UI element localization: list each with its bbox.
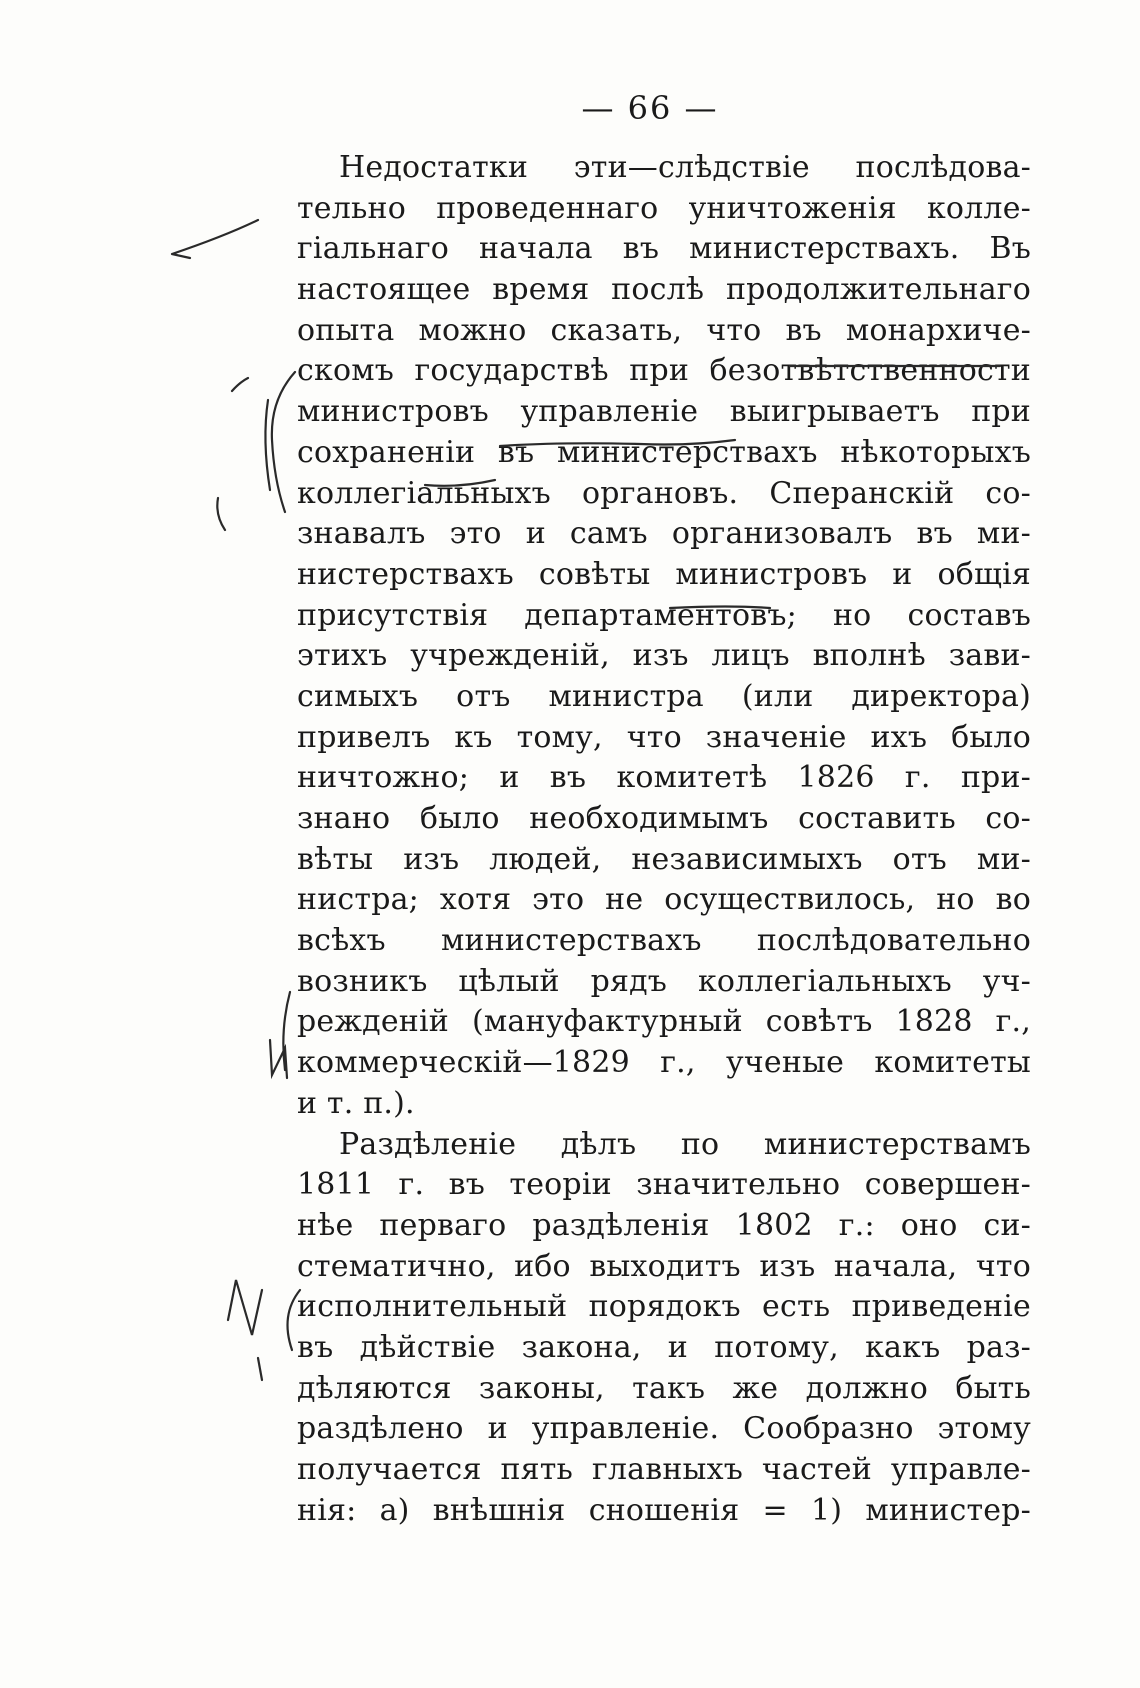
text-line: возникъ цѣлый рядъ коллегіальныхъ уч- xyxy=(297,963,1031,999)
text-line: знавалъ это и самъ организовалъ въ ми- xyxy=(297,516,1031,552)
text-line: этихъ учрежденій, изъ лицъ вполнѣ зави- xyxy=(297,638,1031,674)
margin-tick-mark xyxy=(258,1358,262,1380)
margin-n-mark xyxy=(228,1280,262,1335)
text-line: опыта можно сказать, что въ монархиче- xyxy=(297,312,1031,348)
text-line: коммерческій—1829 г., ученые комитеты xyxy=(297,1045,1031,1081)
text-line: знано было необходимымъ составить со- xyxy=(297,801,1031,836)
text-line: гіальнаго начала въ министерствахъ. Въ xyxy=(297,231,1031,267)
paragraph-2 xyxy=(297,1125,1031,1532)
text-line: Недостатки эти—слѣдствіе послѣдова- xyxy=(339,150,1031,185)
text-column xyxy=(297,148,1031,1531)
text-line: и т. п.). xyxy=(297,1085,415,1121)
text-line: тельно проведеннаго уничтоженія колле- xyxy=(297,190,1031,226)
text-line: скомъ государствѣ при безотвѣтственности xyxy=(297,353,1031,389)
text-line: раздѣлено и управленіе. Сообразно этому xyxy=(297,1411,1031,1447)
text-line: нѣе перваго раздѣленія 1802 г.: оно си- xyxy=(297,1207,1031,1243)
margin-n-mark xyxy=(270,1040,287,1078)
page-number: — 66 — xyxy=(581,89,719,127)
text-line: сохраненіи въ министерствахъ нѣкоторыхъ xyxy=(297,434,1031,470)
text-line: вѣты изъ людей, независимыхъ отъ ми- xyxy=(297,841,1031,877)
text-line: получается пять главныхъ частей управле- xyxy=(297,1452,1031,1487)
margin-bracket-mark xyxy=(265,400,270,490)
text-line: симыхъ отъ министра (или директора) xyxy=(297,678,1031,714)
text-line: коллегіальныхъ органовъ. Сперанскій со- xyxy=(297,475,1031,511)
text-line: настоящее время послѣ продолжительнаго xyxy=(297,272,1031,308)
text-line: Раздѣленіе дѣлъ по министерствамъ xyxy=(339,1126,1031,1162)
text-line: министровъ управленіе выигрываетъ при xyxy=(297,394,1031,430)
margin-stroke-mark xyxy=(172,220,258,258)
text-line: режденій (мануфактурный совѣтъ 1828 г., xyxy=(297,1004,1031,1040)
text-line: привелъ къ тому, что значеніе ихъ было xyxy=(297,719,1031,755)
text-line: нистерствахъ совѣты министровъ и общія xyxy=(297,556,1031,592)
margin-curve-mark xyxy=(217,498,225,530)
margin-bracket-mark xyxy=(283,992,290,1070)
text-line: нистра; хотя это не осуществилось, но во xyxy=(297,882,1031,918)
text-line: исполнительный порядокъ есть приведеніе xyxy=(297,1289,1031,1325)
text-line: въ дѣйствіе закона, и потому, какъ раз- xyxy=(297,1329,1031,1365)
text-line: всѣхъ министерствахъ послѣдовательно xyxy=(297,923,1031,959)
text-line: 1811 г. въ теоріи значительно совершен- xyxy=(297,1167,1031,1203)
paragraph-1 xyxy=(297,148,1031,1125)
margin-bracket-mark xyxy=(272,372,295,512)
text-line: дѣляются законы, такъ же должно быть xyxy=(297,1370,1031,1406)
text-line: ничтожно; и въ комитетѣ 1826 г. при- xyxy=(297,760,1031,796)
text-line: присутствія департаментовъ; но составъ xyxy=(297,597,1031,633)
text-line: стематично, ибо выходитъ изъ начала, что xyxy=(297,1248,1031,1284)
text-line: нія: а) внѣшнія сношенія = 1) министер- xyxy=(297,1492,1031,1528)
margin-tick-mark xyxy=(232,378,248,391)
